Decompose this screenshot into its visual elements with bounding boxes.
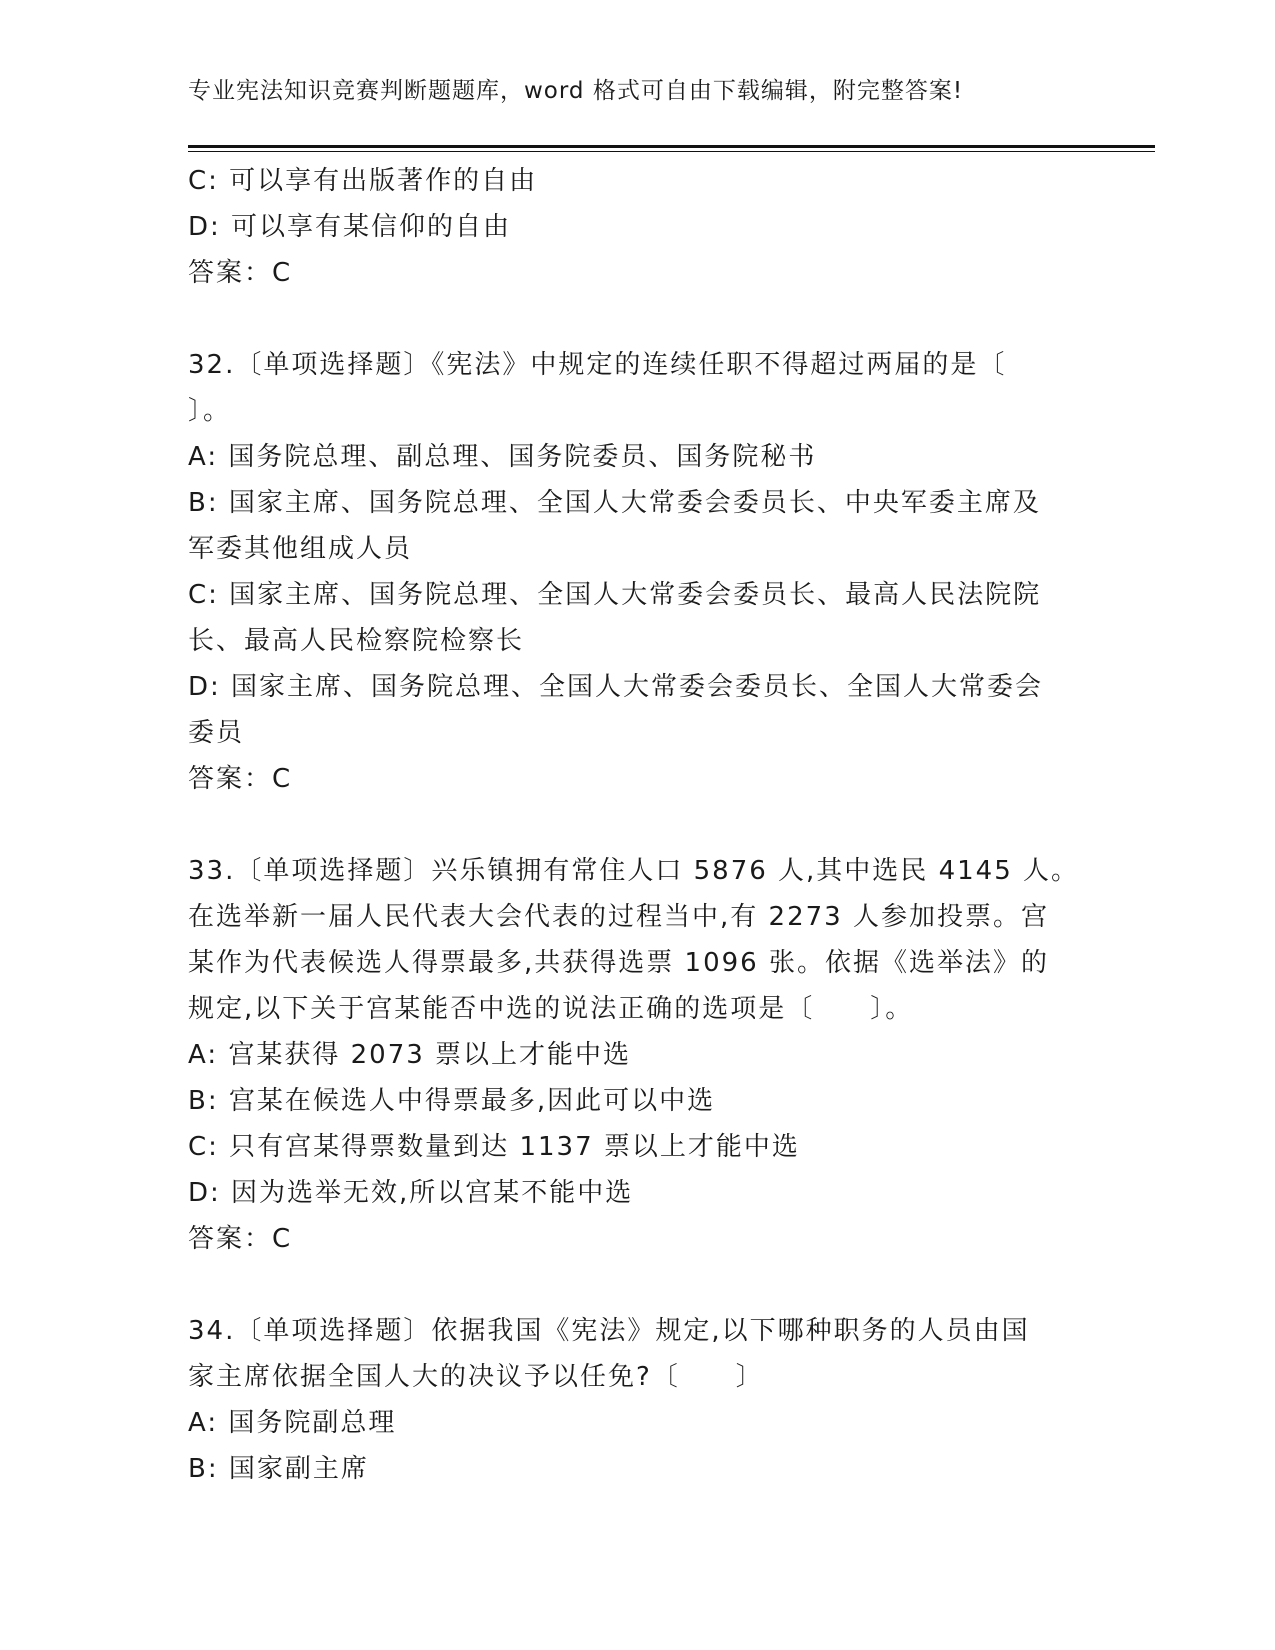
option-b: 军委其他组成人员 bbox=[188, 534, 413, 564]
spacer bbox=[188, 802, 1088, 848]
option-a: A: 国务院副总理 bbox=[188, 1408, 397, 1438]
option-d: D: 可以享有某信仰的自由 bbox=[188, 212, 512, 242]
option-c: 长、最高人民检察院检察长 bbox=[188, 626, 525, 656]
header-rule-thin bbox=[188, 151, 1155, 152]
question-32 bbox=[188, 342, 1088, 802]
option-d: D: 国家主席、国务院总理、全国人大常委会委员长、全国人大常委会 bbox=[188, 672, 1044, 702]
spacer bbox=[188, 1262, 1088, 1308]
question-stem: 在选举新一届人民代表大会代表的过程当中,有 2273 人参加投票。宫 bbox=[188, 902, 1049, 932]
question-34 bbox=[188, 1308, 1088, 1492]
option-c: C: 国家主席、国务院总理、全国人大常委会委员长、最高人民法院院 bbox=[188, 580, 1042, 610]
question-31 bbox=[188, 158, 1088, 296]
option-c: C: 只有宫某得票数量到达 1137 票以上才能中选 bbox=[188, 1132, 800, 1162]
option-c: C: 可以享有出版著作的自由 bbox=[188, 166, 538, 196]
question-stem: 32.〔单项选择题〕《宪法》中规定的连续任职不得超过两届的是〔 bbox=[188, 350, 1007, 380]
question-stem: 34.〔单项选择题〕依据我国《宪法》规定,以下哪种职务的人员由国 bbox=[188, 1316, 1030, 1346]
option-d: 委员 bbox=[188, 718, 245, 748]
header-rule-thick bbox=[188, 145, 1155, 148]
page-header: 专业宪法知识竞赛判断题题库，word 格式可自由下载编辑，附完整答案! bbox=[188, 78, 964, 104]
option-a: A: 宫某获得 2073 票以上才能中选 bbox=[188, 1040, 632, 1070]
question-stem: 某作为代表候选人得票最多,共获得选票 1096 张。依据《选举法》的 bbox=[188, 948, 1049, 978]
spacer bbox=[188, 296, 1088, 342]
document-body bbox=[188, 158, 1088, 1492]
answer: 答案：C bbox=[188, 258, 293, 288]
option-d: D: 因为选举无效,所以宫某不能中选 bbox=[188, 1178, 634, 1208]
option-b: B: 宫某在候选人中得票最多,因此可以中选 bbox=[188, 1086, 716, 1116]
answer: 答案：C bbox=[188, 1224, 293, 1254]
question-stem: 〕。 bbox=[188, 396, 232, 426]
answer: 答案：C bbox=[188, 764, 293, 794]
question-33 bbox=[188, 848, 1088, 1262]
question-stem: 33.〔单项选择题〕兴乐镇拥有常住人口 5876 人,其中选民 4145 人。 bbox=[188, 856, 1080, 886]
option-b: B: 国家主席、国务院总理、全国人大常委会委员长、中央军委主席及 bbox=[188, 488, 1041, 518]
option-a: A: 国务院总理、副总理、国务院委员、国务院秘书 bbox=[188, 442, 817, 472]
question-stem: 规定,以下关于宫某能否中选的说法正确的选项是〔 〕。 bbox=[188, 994, 914, 1024]
option-b: B: 国家副主席 bbox=[188, 1454, 369, 1484]
question-stem: 家主席依据全国人大的决议予以任免?〔 〕 bbox=[188, 1362, 764, 1392]
